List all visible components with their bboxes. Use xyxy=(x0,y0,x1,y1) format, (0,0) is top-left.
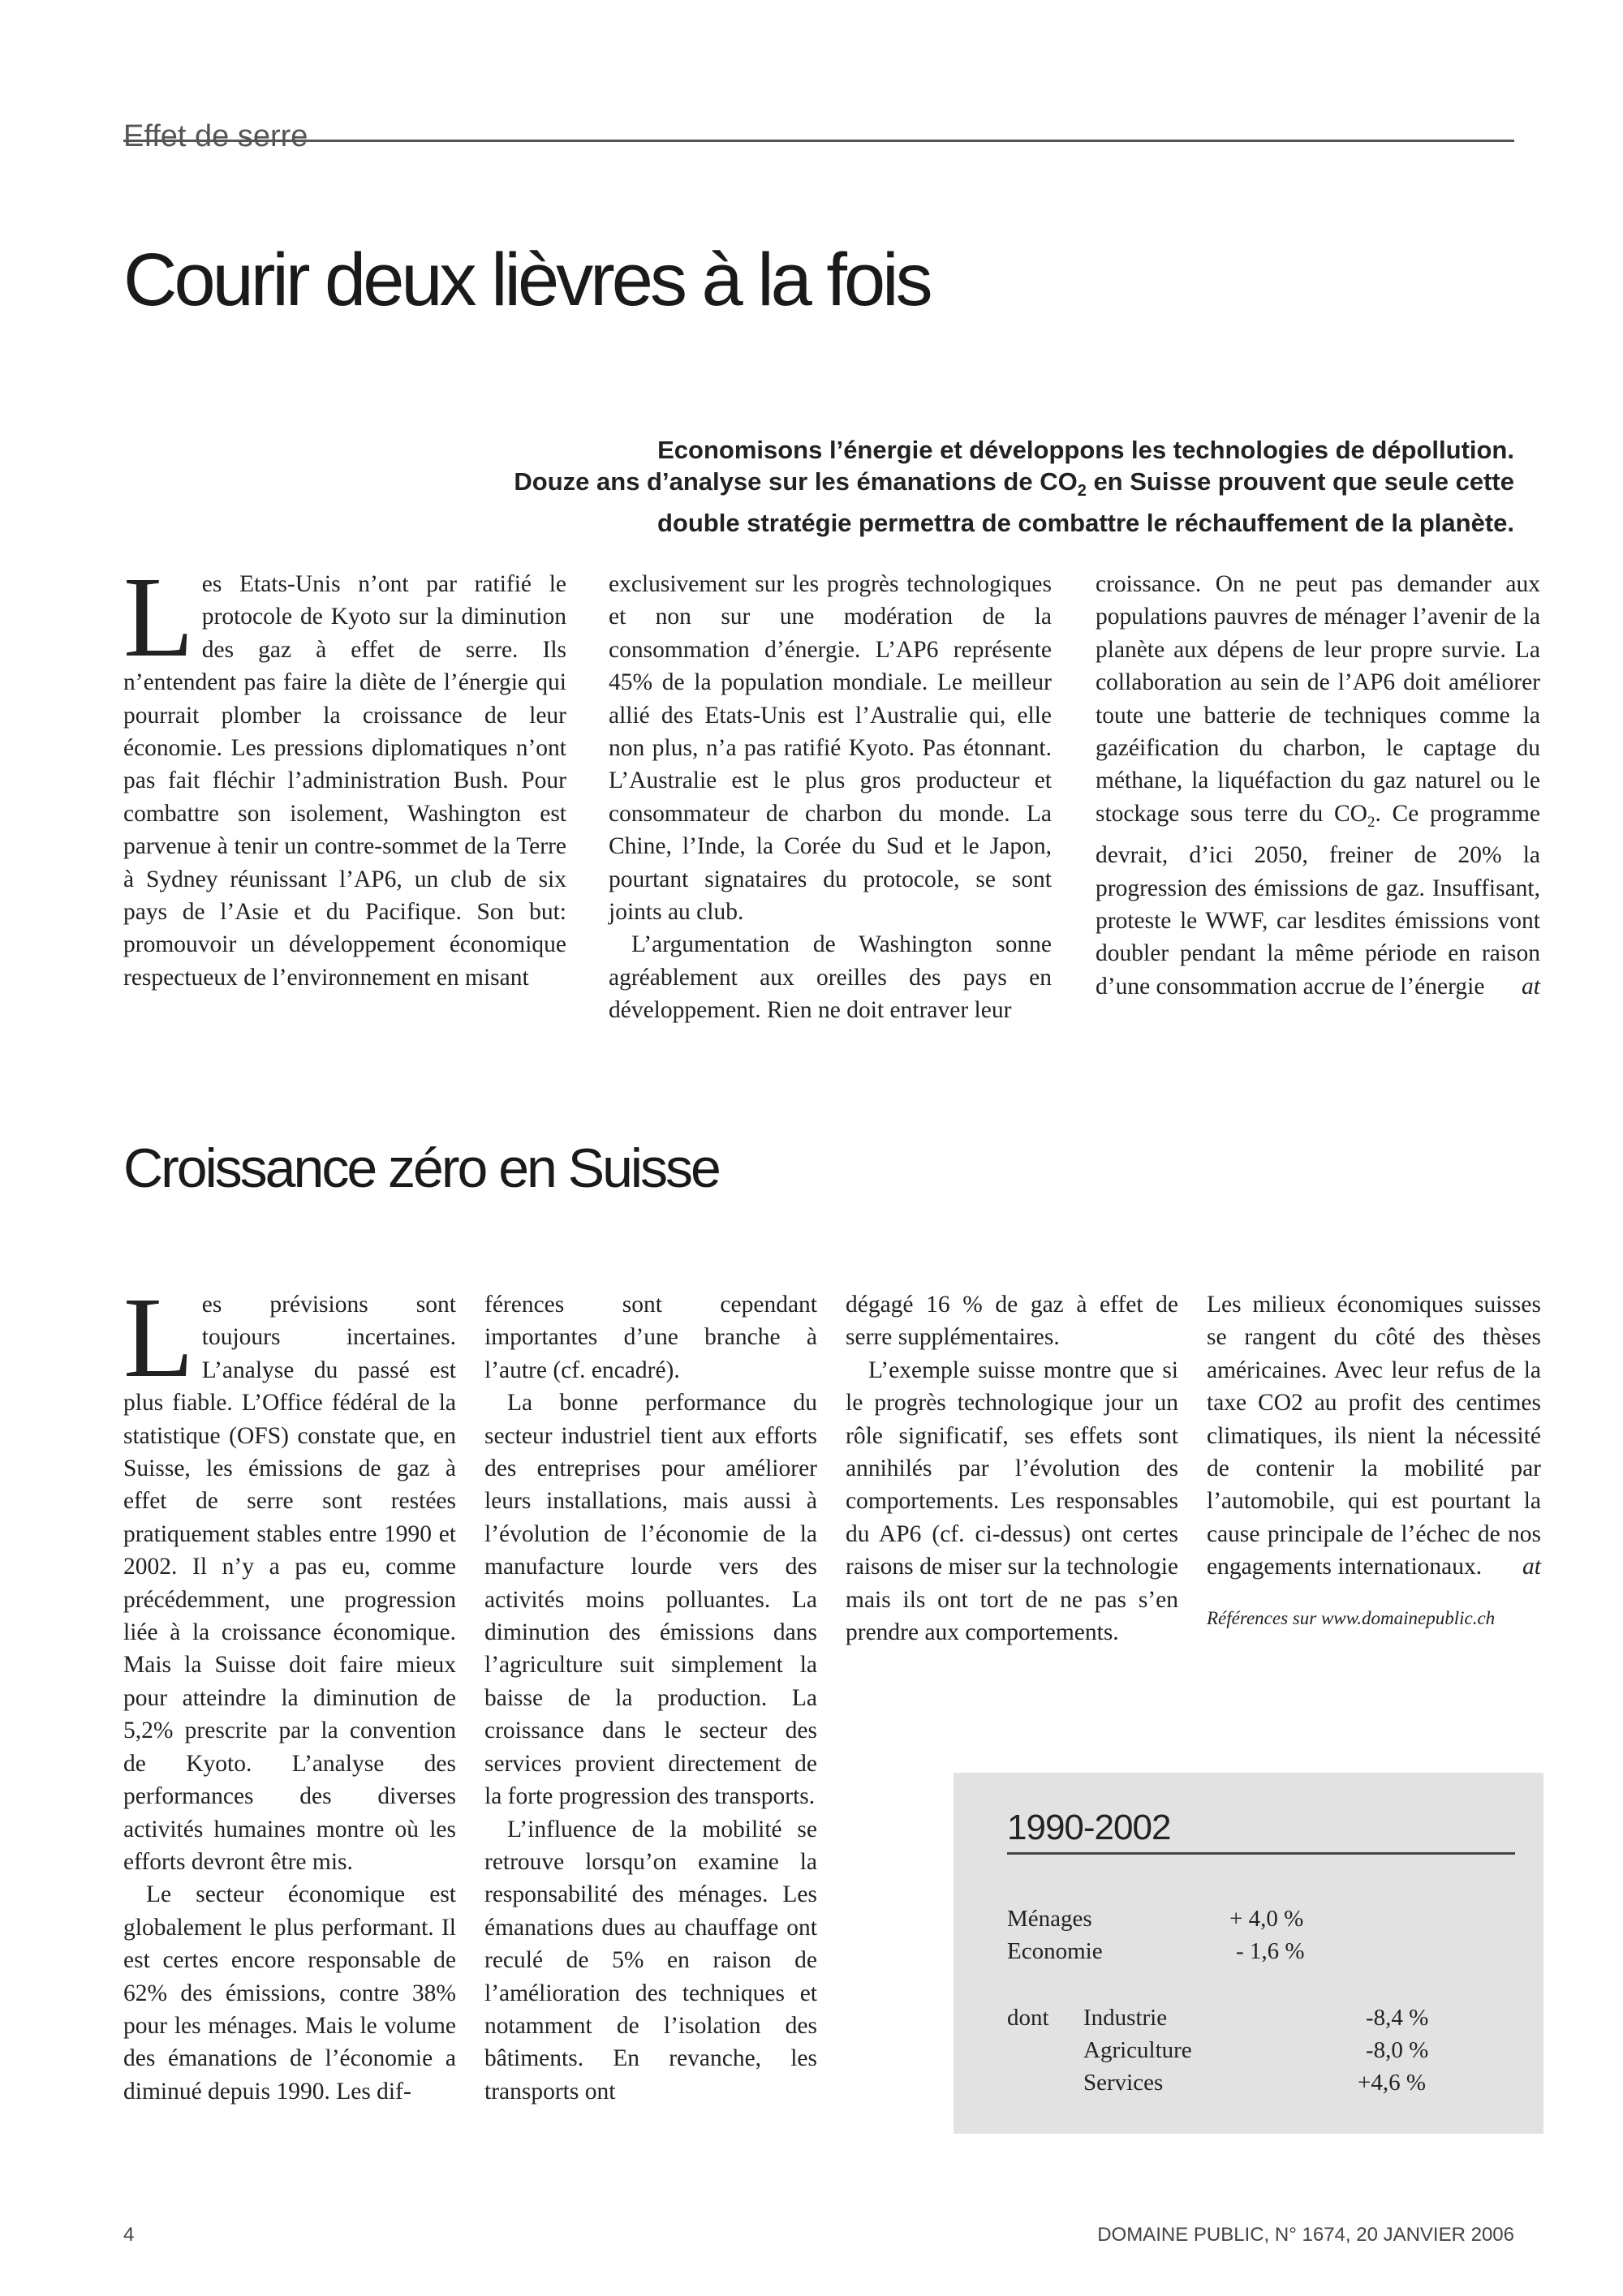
section-rubric xyxy=(123,104,1514,153)
stats-subrow-industrie-label: Industrie xyxy=(1083,2005,1168,2031)
article2-column-2 xyxy=(484,1288,817,2108)
lead-line-3: double stratégie permettra de combattre le réchauffement de la planète. xyxy=(657,509,1514,538)
lead-line-2: Douze ans d’analyse sur les émanations de $CO_2$ en Suisse prouvent que seule cette xyxy=(514,467,1514,501)
article2-col3-para-2: L’exemple suisse montre que si le progrès technologique jour un rôle significatif, ses effets sont annihilés par l’évolution des comportements. Les responsables du AP6 (cf. ci-dessus) ont certes raisons de miser sur la technologie mais ils ont tort de ne pas s’en prendre aux comportements. xyxy=(846,1357,1178,1646)
article1-col2-para-2: L’argumentation de Washington sonne agréablement aux oreilles des pays en développement. Rien ne doit entraver leur xyxy=(609,931,1052,1024)
stats-subrow-agriculture-label: Agriculture xyxy=(1083,2037,1192,2063)
article1-column-1 xyxy=(123,553,566,994)
article2-column-3 xyxy=(846,1288,1178,1649)
stats-row-menages-label: Ménages xyxy=(1007,1906,1092,1932)
article1-col2-para-1: exclusivement sur les progrès technologiques et non sur une modération de la consommation d’énergie. L’AP6 représente 45% de la population mondiale. Le meilleur allié des Etats-Unis est l’Australie qui, elle non plus, n’a pas ratifié Kyoto. Pas étonnant. L’Australie est le plus gros producteur et consommateur de charbon du monde. La Chine, l’Inde, la Corée du Sud et le Japon, pourtant signataires du protocole, se sont joints au club. xyxy=(609,571,1052,926)
article-title: Courir deux lièvres à la fois xyxy=(123,239,930,321)
article2-col2-para-3: L’influence de la mobilité se retrouve lorsqu’on examine la responsabilité des ménages. Les émanations dues au chauffage ont reculé de 5% en raison de l’amélioration des techniques et notamment de l’isolation des bâtiments. En revanche, les transports ont xyxy=(484,1816,817,2105)
references-link[interactable]: www.domainepublic.ch xyxy=(1320,1607,1496,1628)
article2-col1-para-1: es prévisions sont toujours incertaines. L’analyse du passé est plus fiable. L’Office fédéral de la statistique (OFS) constate que, en Suisse, les émissions de gaz à effet de serre sont restées pratiquement stables entre 1990 et 2002. Il n’y a pas eu, comme précédemment, une progression liée à la croissance économique. Mais la Suisse doit faire mieux pour atteindre la diminution de 5,2% prescrite par la convention de Kyoto. L’analyse des performances des diverses activités humaines montre où les efforts devront être mis. xyxy=(123,1292,456,1875)
stats-subrow-industrie-value: -8,4 % xyxy=(1366,2005,1429,2031)
author-signature: at xyxy=(1522,973,1540,1000)
article2-col2-para-2: La bonne performance du secteur industriel tient aux efforts des entreprises pour améliorer leurs installations, mais aussi à l’évolution de l’économie de la manufacture lourde vers des activités moins polluantes. La diminution des émissions dans l’agriculture suit simplement la baisse de la production. La croissance dans le secteur des services provient directement de la forte progression des transports. xyxy=(484,1390,817,1810)
article2-col4-para: Les milieux économiques suisses se rangent du côté des thèses américaines. Avec leur refus de la taxe CO2 au profit des centimes climatiques, ils nient la nécessité de contenir la mobilité par l’automobile, qui est pourtant la cause principale de l’échec de nos engagements internationaux. at xyxy=(1207,1288,1541,1584)
article-lead xyxy=(406,434,1514,539)
stats-subrow-services-label: Services xyxy=(1083,2070,1164,2096)
stats-row-menages-value: + 4,0 % xyxy=(1229,1906,1304,1932)
page-number: 4 xyxy=(123,2224,135,2246)
stats-box-title: 1990-2002 xyxy=(1007,1804,1515,1855)
stats-subrow-services-value: +4,6 % xyxy=(1358,2070,1427,2096)
rubric-label: Effet de serre xyxy=(123,119,308,153)
stats-row-economie-label: Economie xyxy=(1007,1938,1103,1964)
lead-line-1: Economisons l’énergie et développons les technologies de dépollution. xyxy=(657,436,1514,464)
stats-box xyxy=(954,1773,1543,2134)
drop-cap-2: L xyxy=(123,1273,194,1401)
article1-col1-text: es Etats-Unis n’ont par ratifié le protocole de Kyoto sur la diminution des gaz à effet de serre. Ils n’entendent pas faire la diète de l’énergie qui pourrait plomber la croissance de leur économie. Les pressions diplomatiques n’ont pas fait fléchir l’administration Bush. Pour combattre son isolement, Washington est parvenue à tenir un contre-sommet de la Terre à Sydney réunissant l’AP6, un club de six pays de l’Asie et du Pacifique. Son but: promouvoir un développement économique respectueux de l’environnement en misant xyxy=(123,571,566,991)
stats-row-economie-value: - 1,6 % xyxy=(1236,1938,1305,1964)
article2-column-4 xyxy=(1207,1288,1541,1632)
article1-col3-para: croissance. On ne peut pas demander aux populations pauvres de ménager l’avenir de la planète aux dépens de leur propre survie. La collaboration au sein de l’AP6 doit améliorer toute une batterie de techniques comme la gazéification du charbon, le captage du méthane, la liquéfaction du gaz naturel ou le stockage sous terre du $CO_2$. Ce programme devrait, d’ici 2050, freiner de 20% la progression des émissions de gaz. Insuffisant, proteste le WWF, car lesdites émissions vont doubler pendant la même période en raison d’une consommation accrue de l’énergie at xyxy=(1096,568,1540,1003)
article1-column-2 xyxy=(609,568,1052,1027)
article2-col3-para-1: dégagé 16 % de gaz à effet de serre supplémentaires. xyxy=(846,1292,1178,1351)
drop-cap: L xyxy=(123,553,194,681)
article2-col2-para-1: férences sont cependant importantes d’une branche à l’autre (cf. encadré). xyxy=(484,1292,817,1383)
article2-title: Croissance zéro en Suisse xyxy=(123,1137,719,1199)
article2-column-1 xyxy=(123,1273,456,2108)
publication-info: DOMAINE PUBLIC, N° 1674, 20 JANVIER 2006 xyxy=(1097,2224,1514,2246)
author-signature-2: at xyxy=(1522,1554,1541,1580)
stats-dont-label: dont xyxy=(1007,2005,1049,2031)
article2-col1-para-2: Le secteur économique est globalement le plus performant. Il est certes encore responsable de 62% des émissions, contre 38% pour les ménages. Mais le volume des émanations de l’économie a diminué depuis 1990. Les dif- xyxy=(123,1881,456,2105)
references-line: Références sur www.domainepublic.ch xyxy=(1207,1607,1496,1628)
article1-column-3 xyxy=(1096,568,1540,1003)
stats-subrow-agriculture-value: -8,0 % xyxy=(1366,2037,1429,2063)
